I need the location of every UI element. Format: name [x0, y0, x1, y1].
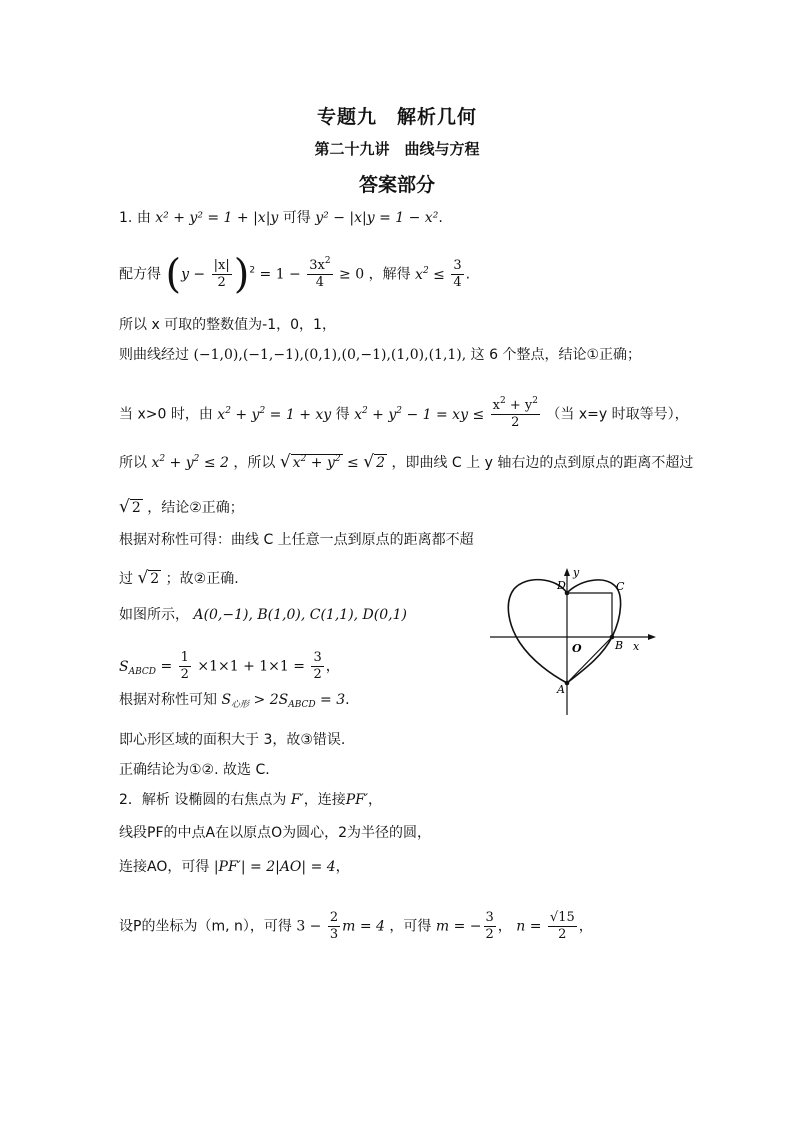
frac-3-2b: $\frac{3}{2}$: [485, 910, 494, 942]
q1-line-11: $S_{ABCD}$ = $\frac{1}{2}$ ×1×1 + 1×1 = $\frac{3}{2}$ ，: [119, 650, 340, 682]
text-by: 由: [136, 210, 151, 226]
q1-line-3: 所以 x 可取的整数值为-1，0，1，: [119, 317, 336, 333]
right-focus: F′: [290, 792, 304, 808]
label-x: x: [633, 640, 640, 653]
text-sym-know: 根据对称性可知: [119, 692, 217, 708]
paren-open: (: [165, 251, 182, 298]
n-value: n =: [516, 918, 546, 935]
text-passes: 则曲线经过: [119, 347, 189, 363]
text-so: 所以: [119, 455, 147, 471]
paren-close: ): [233, 251, 250, 298]
text-peifang: 配方得: [119, 266, 161, 283]
q1-line-14: 正确结论为①②. 故选 C.: [119, 762, 270, 778]
integer-points: (−1,0),(−1,−1),(0,1),(0,−1),(1,0),(1,1),: [193, 347, 467, 363]
eq: =: [160, 658, 177, 675]
segment-pf: PF′: [345, 792, 369, 808]
eq-xy: $x^2 + y^2 = 1$ + xy: [217, 405, 332, 423]
sqrt-ineq: √ $x^2 + y^2$ ≤ √ 2: [279, 452, 385, 472]
m-value: m = −: [435, 918, 482, 935]
text-can-get: 可得: [282, 210, 311, 226]
text-when-x: 当 x>0 时，由: [119, 406, 213, 423]
label-c: C: [616, 580, 625, 593]
text-set-p: 设P的坐标为（m, n），可得: [119, 918, 292, 935]
q1-line-5: [119, 398, 689, 431]
topic-title: 专题九 解析几何: [316, 106, 477, 128]
text-as-fig: 如图所示，: [119, 607, 189, 623]
frac-3x2-over-4: $\frac{3x^2}{4}$: [309, 256, 331, 290]
heart-area-ineq: $S_{心形} > 2S_{ABCD} = 3$: [221, 692, 346, 710]
y-var: y: [181, 266, 189, 283]
text-solve: ，解得: [368, 266, 411, 283]
text-six-points: 这 6 个整点，结论①正确；: [470, 347, 642, 363]
eq-m-left: 3 −: [296, 918, 322, 935]
label-d: D: [557, 579, 566, 592]
text-can-get2: ，可得: [389, 918, 432, 935]
answer-heading: 答案部分: [358, 174, 435, 196]
points-abcd: A(0,−1), B(1,0), C(1,1), D(0,1): [193, 607, 407, 623]
equation-rearranged: y² − |x|y = 1 − x²: [315, 210, 439, 226]
q2-line-1: [119, 790, 382, 810]
label-o: O: [572, 642, 582, 655]
area-abcd: $S_{ABCD}$: [119, 658, 156, 677]
question-number: 1.: [119, 210, 133, 226]
q2-line-3: 连接AO，可得 |PF′| = 2|AO| = 4，: [119, 859, 350, 875]
frac-2-3: $\frac{2}{3}$: [329, 910, 339, 942]
frac-1-2: $\frac{1}{2}$: [180, 650, 189, 682]
q1-line-1: 1. 由 x² + y² = 1 + |x|y 可得 y² − |x|y = 1 − x².: [119, 210, 443, 226]
frac-3-4: $\frac{3}{4}$: [453, 258, 462, 290]
text-comma: ，: [368, 792, 383, 808]
text-connect: ，连接: [303, 792, 346, 808]
text-gu2: ；故②正确.: [165, 571, 239, 587]
text-get: 得: [335, 406, 350, 423]
text-q2-head: 2．解析 设椭圆的右焦点为: [119, 792, 287, 808]
q1-line-13: 即心形区域的面积大于 3，故③错误.: [119, 732, 346, 748]
text-concl2: ，结论②正确；: [147, 500, 244, 516]
q1-line-7: [119, 497, 244, 518]
label-a: A: [557, 683, 565, 696]
sqrt-2: √ 2: [119, 497, 141, 517]
text-so2: ，所以: [233, 455, 276, 471]
q1-line-10: [119, 605, 407, 625]
text-connect-ao: 连接AO，可得: [119, 859, 210, 875]
x2-le: $x^2$ ≤: [415, 265, 450, 283]
q1-line-6: [119, 452, 693, 473]
text-equality: （当 x=y 时取等号），: [546, 406, 689, 423]
frac-3-2: $\frac{3}{2}$: [313, 650, 322, 682]
q1-line-9: [119, 568, 239, 589]
pf-ao-eq: |PF′| = 2|AO| = 4: [213, 859, 336, 875]
equation-curve: x² + y² = 1 + |x|y: [155, 210, 279, 226]
label-y: y: [573, 566, 580, 579]
square-abcd: [567, 593, 612, 637]
frac-sqrt15-2: $\frac{√15}{2}$: [549, 910, 575, 942]
q1-line-2: 配方得 (y − $\frac{|x|}{2}$ )$^2$ = 1 − $\frac{3x^2}{4}$ ≥ 0 ，解得 $x^2$ ≤ $\frac{3}{4}$ .: [119, 251, 471, 298]
area-terms: ×1×1 + 1×1 =: [197, 658, 310, 675]
lecture-title: 第二十九讲 曲线与方程: [314, 140, 480, 158]
q2-line-2: 线段PF的中点A在以原点O为圆心，2为半径的圆，: [119, 825, 431, 841]
frac-sumsq-over-2: $\frac{x^2 + y^2}{2}$: [492, 396, 538, 430]
heart-curve-figure: [490, 565, 660, 717]
label-b: B: [615, 639, 624, 652]
eq-sign: = 1 −: [259, 266, 306, 283]
text-guo: 过: [119, 571, 133, 587]
q1-line-4: [119, 345, 641, 365]
point-a: [565, 681, 570, 686]
ineq-xy: $x^2 + y^2 - 1$ = xy ≤: [354, 405, 485, 423]
q1-line-12: 根据对称性可知 $S_{心形} > 2S_{ABCD} = 3$.: [119, 692, 350, 710]
text-right-of-y: ，即曲线 C 上 y 轴右边的点到原点的距离不超过: [391, 455, 694, 471]
ge-zero: ≥ 0: [339, 266, 365, 283]
point-b: [610, 635, 615, 640]
heart-curve: [508, 580, 620, 683]
sqrt-2-b: √ 2: [137, 568, 160, 588]
q1-line-8: 根据对称性可得：曲线 C 上任意一点到原点的距离都不超: [119, 532, 474, 548]
frac-absx-over-2: $\frac{|x|}{2}$: [213, 258, 230, 290]
y-axis-arrow: [564, 568, 570, 576]
eq-m-right: m = 4: [342, 918, 385, 935]
ineq-le-2: $x^2 + y^2 \le 2$: [151, 454, 229, 471]
q2-line-4: 设P的坐标为（m, n），可得 3 − $\frac{2}{3}$ m = 4 ，可得 m = − $\frac{3}{2}$ ， n = $\frac{√15}{2}$ ，: [119, 910, 593, 942]
x-axis-arrow: [648, 634, 656, 640]
